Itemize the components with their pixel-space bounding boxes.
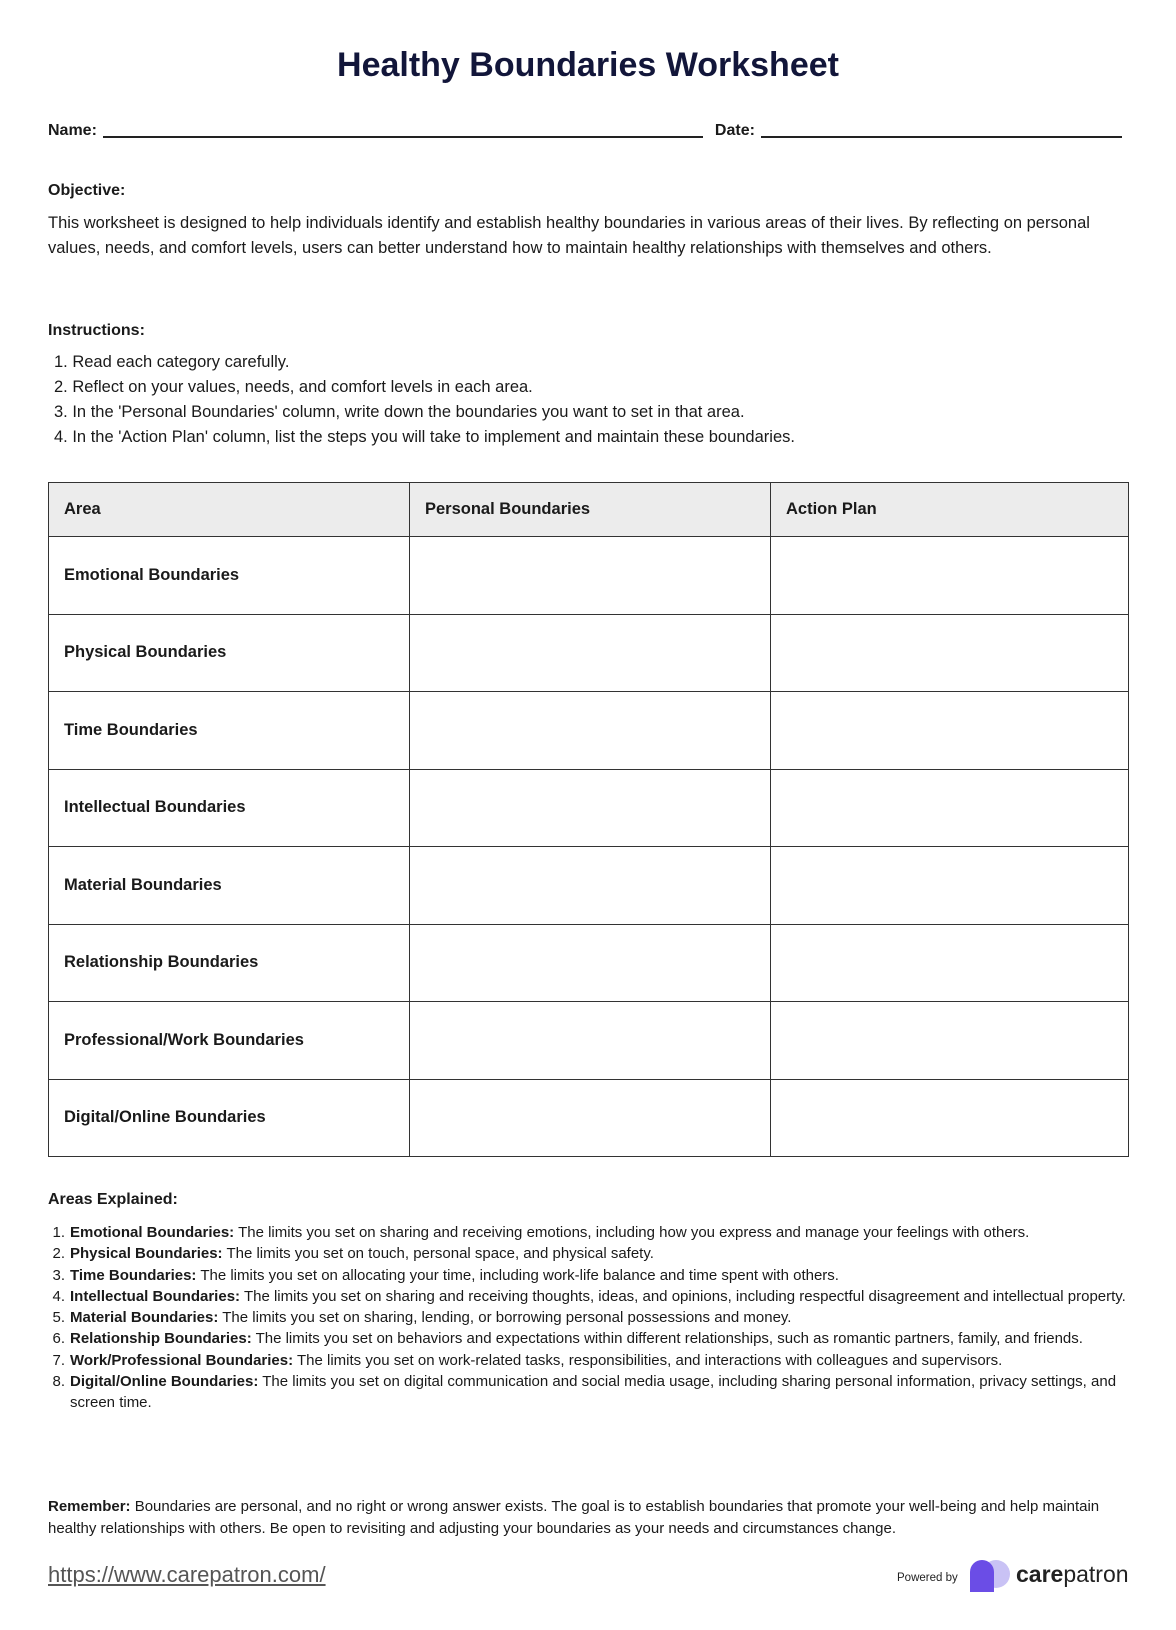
- personal-boundaries-cell[interactable]: [410, 614, 771, 692]
- objective-text: This worksheet is designed to help individuals identify and establish healthy boundaries in various areas of their lives. By reflecting on personal values, needs, and comfort levels, users can better understand how to maintain healthy relationships with themselves and others.: [48, 214, 1090, 257]
- action-plan-cell[interactable]: [771, 1002, 1129, 1080]
- remember-text: Boundaries are personal, and no right or wrong answer exists. The goal is to establish boundaries that promote your well-being and help maintain healthy relationships with others. Be open to revisiting and adjusting your boundaries as your needs and circumstances change.: [48, 1498, 1100, 1537]
- item-term: Physical Boundaries:: [70, 1245, 223, 1263]
- header-personal-boundaries: Personal Boundaries: [410, 483, 771, 537]
- action-plan-cell[interactable]: [771, 1079, 1129, 1157]
- instruction-item: 1. Read each category carefully.: [54, 353, 290, 371]
- instructions-list: [48, 350, 795, 450]
- brand-bold: care: [1016, 1561, 1064, 1587]
- area-explained-item: [48, 1307, 1133, 1328]
- item-term: Emotional Boundaries:: [70, 1224, 235, 1241]
- area-explained-item: [48, 1328, 1133, 1349]
- item-text: The limits you set on work-related tasks, responsibilities, and interactions with colleagues and supervisors.: [293, 1351, 1003, 1369]
- area-cell: Time Boundaries: [49, 692, 410, 770]
- header-area: Area: [49, 483, 410, 537]
- item-body: [70, 1328, 1083, 1349]
- item-text: The limits you set on allocating your time, including work-life balance and time spent with others.: [196, 1266, 839, 1284]
- name-field[interactable]: [103, 122, 703, 138]
- area-explained-item: [48, 1350, 1133, 1371]
- item-term: Material Boundaries:: [70, 1309, 219, 1327]
- area-explained-item: [48, 1243, 1133, 1264]
- instructions-heading: Instructions:: [48, 322, 145, 339]
- item-text: The limits you set on sharing and receiving emotions, including how you express and manage your feelings with others.: [234, 1224, 1030, 1241]
- boundaries-table: [48, 482, 1129, 1157]
- personal-boundaries-cell[interactable]: [410, 924, 771, 1002]
- item-term: Intellectual Boundaries:: [70, 1287, 241, 1305]
- table-row: [49, 1002, 1129, 1080]
- area-cell: Physical Boundaries: [49, 614, 410, 692]
- date-label: Date:: [714, 122, 755, 139]
- item-number: 5.: [52, 1309, 65, 1327]
- item-body: [70, 1307, 791, 1328]
- objective-heading: Objective:: [48, 182, 126, 199]
- item-term: Work/Professional Boundaries:: [70, 1351, 294, 1369]
- area-explained-item: [48, 1222, 1133, 1243]
- personal-boundaries-cell[interactable]: [410, 1079, 771, 1157]
- instruction-item: 3. In the 'Personal Boundaries' column, write down the boundaries you want to set in that area.: [54, 403, 745, 421]
- item-number: 6.: [52, 1330, 65, 1348]
- instruction-item: 2. Reflect on your values, needs, and comfort levels in each area.: [54, 378, 533, 396]
- item-text: The limits you set on touch, personal space, and physical safety.: [222, 1245, 654, 1263]
- brand-rest: patron: [1063, 1561, 1129, 1587]
- area-cell: Material Boundaries: [49, 847, 410, 925]
- table-row: [49, 614, 1129, 692]
- area-explained-item: [48, 1371, 1133, 1414]
- instruction-item: 4. In the 'Action Plan' column, list the steps you will take to implement and maintain these boundaries.: [54, 428, 795, 446]
- remember-label: Remember:: [48, 1498, 131, 1515]
- header-action-plan: Action Plan: [771, 483, 1129, 537]
- item-text: The limits you set on behaviors and expectations within different relationships, such as romantic partners, family, and friends.: [251, 1330, 1083, 1348]
- personal-boundaries-cell[interactable]: [410, 692, 771, 770]
- item-body: [70, 1243, 654, 1264]
- area-explained-item: [48, 1286, 1133, 1307]
- carepatron-logo-icon: [966, 1558, 1014, 1594]
- action-plan-cell[interactable]: [771, 847, 1129, 925]
- personal-boundaries-cell[interactable]: [410, 1002, 771, 1080]
- item-body: [70, 1350, 1002, 1371]
- carepatron-brand: [1016, 1561, 1129, 1588]
- action-plan-cell[interactable]: [771, 537, 1129, 615]
- personal-boundaries-cell[interactable]: [410, 847, 771, 925]
- area-cell: Relationship Boundaries: [49, 924, 410, 1002]
- carepatron-link[interactable]: https://www.carepatron.com/: [48, 1562, 326, 1587]
- item-number: 1.: [52, 1224, 65, 1241]
- item-body: [70, 1286, 1126, 1307]
- area-cell: Professional/Work Boundaries: [49, 1002, 410, 1080]
- action-plan-cell[interactable]: [771, 924, 1129, 1002]
- item-text: The limits you set on sharing and receiving thoughts, ideas, and opinions, including respectful disagreement and intellectual property.: [240, 1287, 1126, 1305]
- area-cell: Digital/Online Boundaries: [49, 1079, 410, 1157]
- page-title: Healthy Boundaries Worksheet: [337, 46, 839, 84]
- action-plan-cell[interactable]: [771, 692, 1129, 770]
- table-row: [49, 924, 1129, 1002]
- action-plan-cell[interactable]: [771, 769, 1129, 847]
- item-number: 8.: [52, 1373, 65, 1391]
- item-number: 4.: [52, 1287, 65, 1305]
- item-body: [70, 1371, 1133, 1414]
- areas-heading: Areas Explained:: [48, 1191, 178, 1208]
- item-term: Relationship Boundaries:: [70, 1330, 252, 1348]
- date-field[interactable]: [761, 122, 1122, 138]
- item-body: [70, 1265, 839, 1286]
- item-text: The limits you set on digital communication and social media usage, including sharing personal information, privacy settings, and screen time.: [70, 1373, 1117, 1412]
- personal-boundaries-cell[interactable]: [410, 769, 771, 847]
- areas-list: [48, 1222, 1133, 1414]
- item-term: Digital/Online Boundaries:: [70, 1373, 259, 1391]
- action-plan-cell[interactable]: [771, 614, 1129, 692]
- table-row: [49, 692, 1129, 770]
- item-term: Time Boundaries:: [70, 1266, 197, 1284]
- table-row: [49, 537, 1129, 615]
- personal-boundaries-cell[interactable]: [410, 537, 771, 615]
- item-number: 7.: [52, 1351, 65, 1369]
- item-number: 2.: [52, 1245, 65, 1263]
- name-label: Name:: [48, 122, 97, 139]
- name-date-row: [48, 122, 1128, 140]
- item-number: 3.: [52, 1266, 65, 1284]
- area-cell: Intellectual Boundaries: [49, 769, 410, 847]
- table-row: [49, 1079, 1129, 1157]
- table-row: [49, 847, 1129, 925]
- area-explained-item: [48, 1265, 1133, 1286]
- item-text: The limits you set on sharing, lending, or borrowing personal possessions and money.: [218, 1309, 792, 1327]
- item-body: [70, 1222, 1029, 1243]
- area-cell: Emotional Boundaries: [49, 537, 410, 615]
- table-row: [49, 769, 1129, 847]
- powered-by-label: Powered by: [897, 1572, 958, 1584]
- remember-note: [48, 1496, 1133, 1539]
